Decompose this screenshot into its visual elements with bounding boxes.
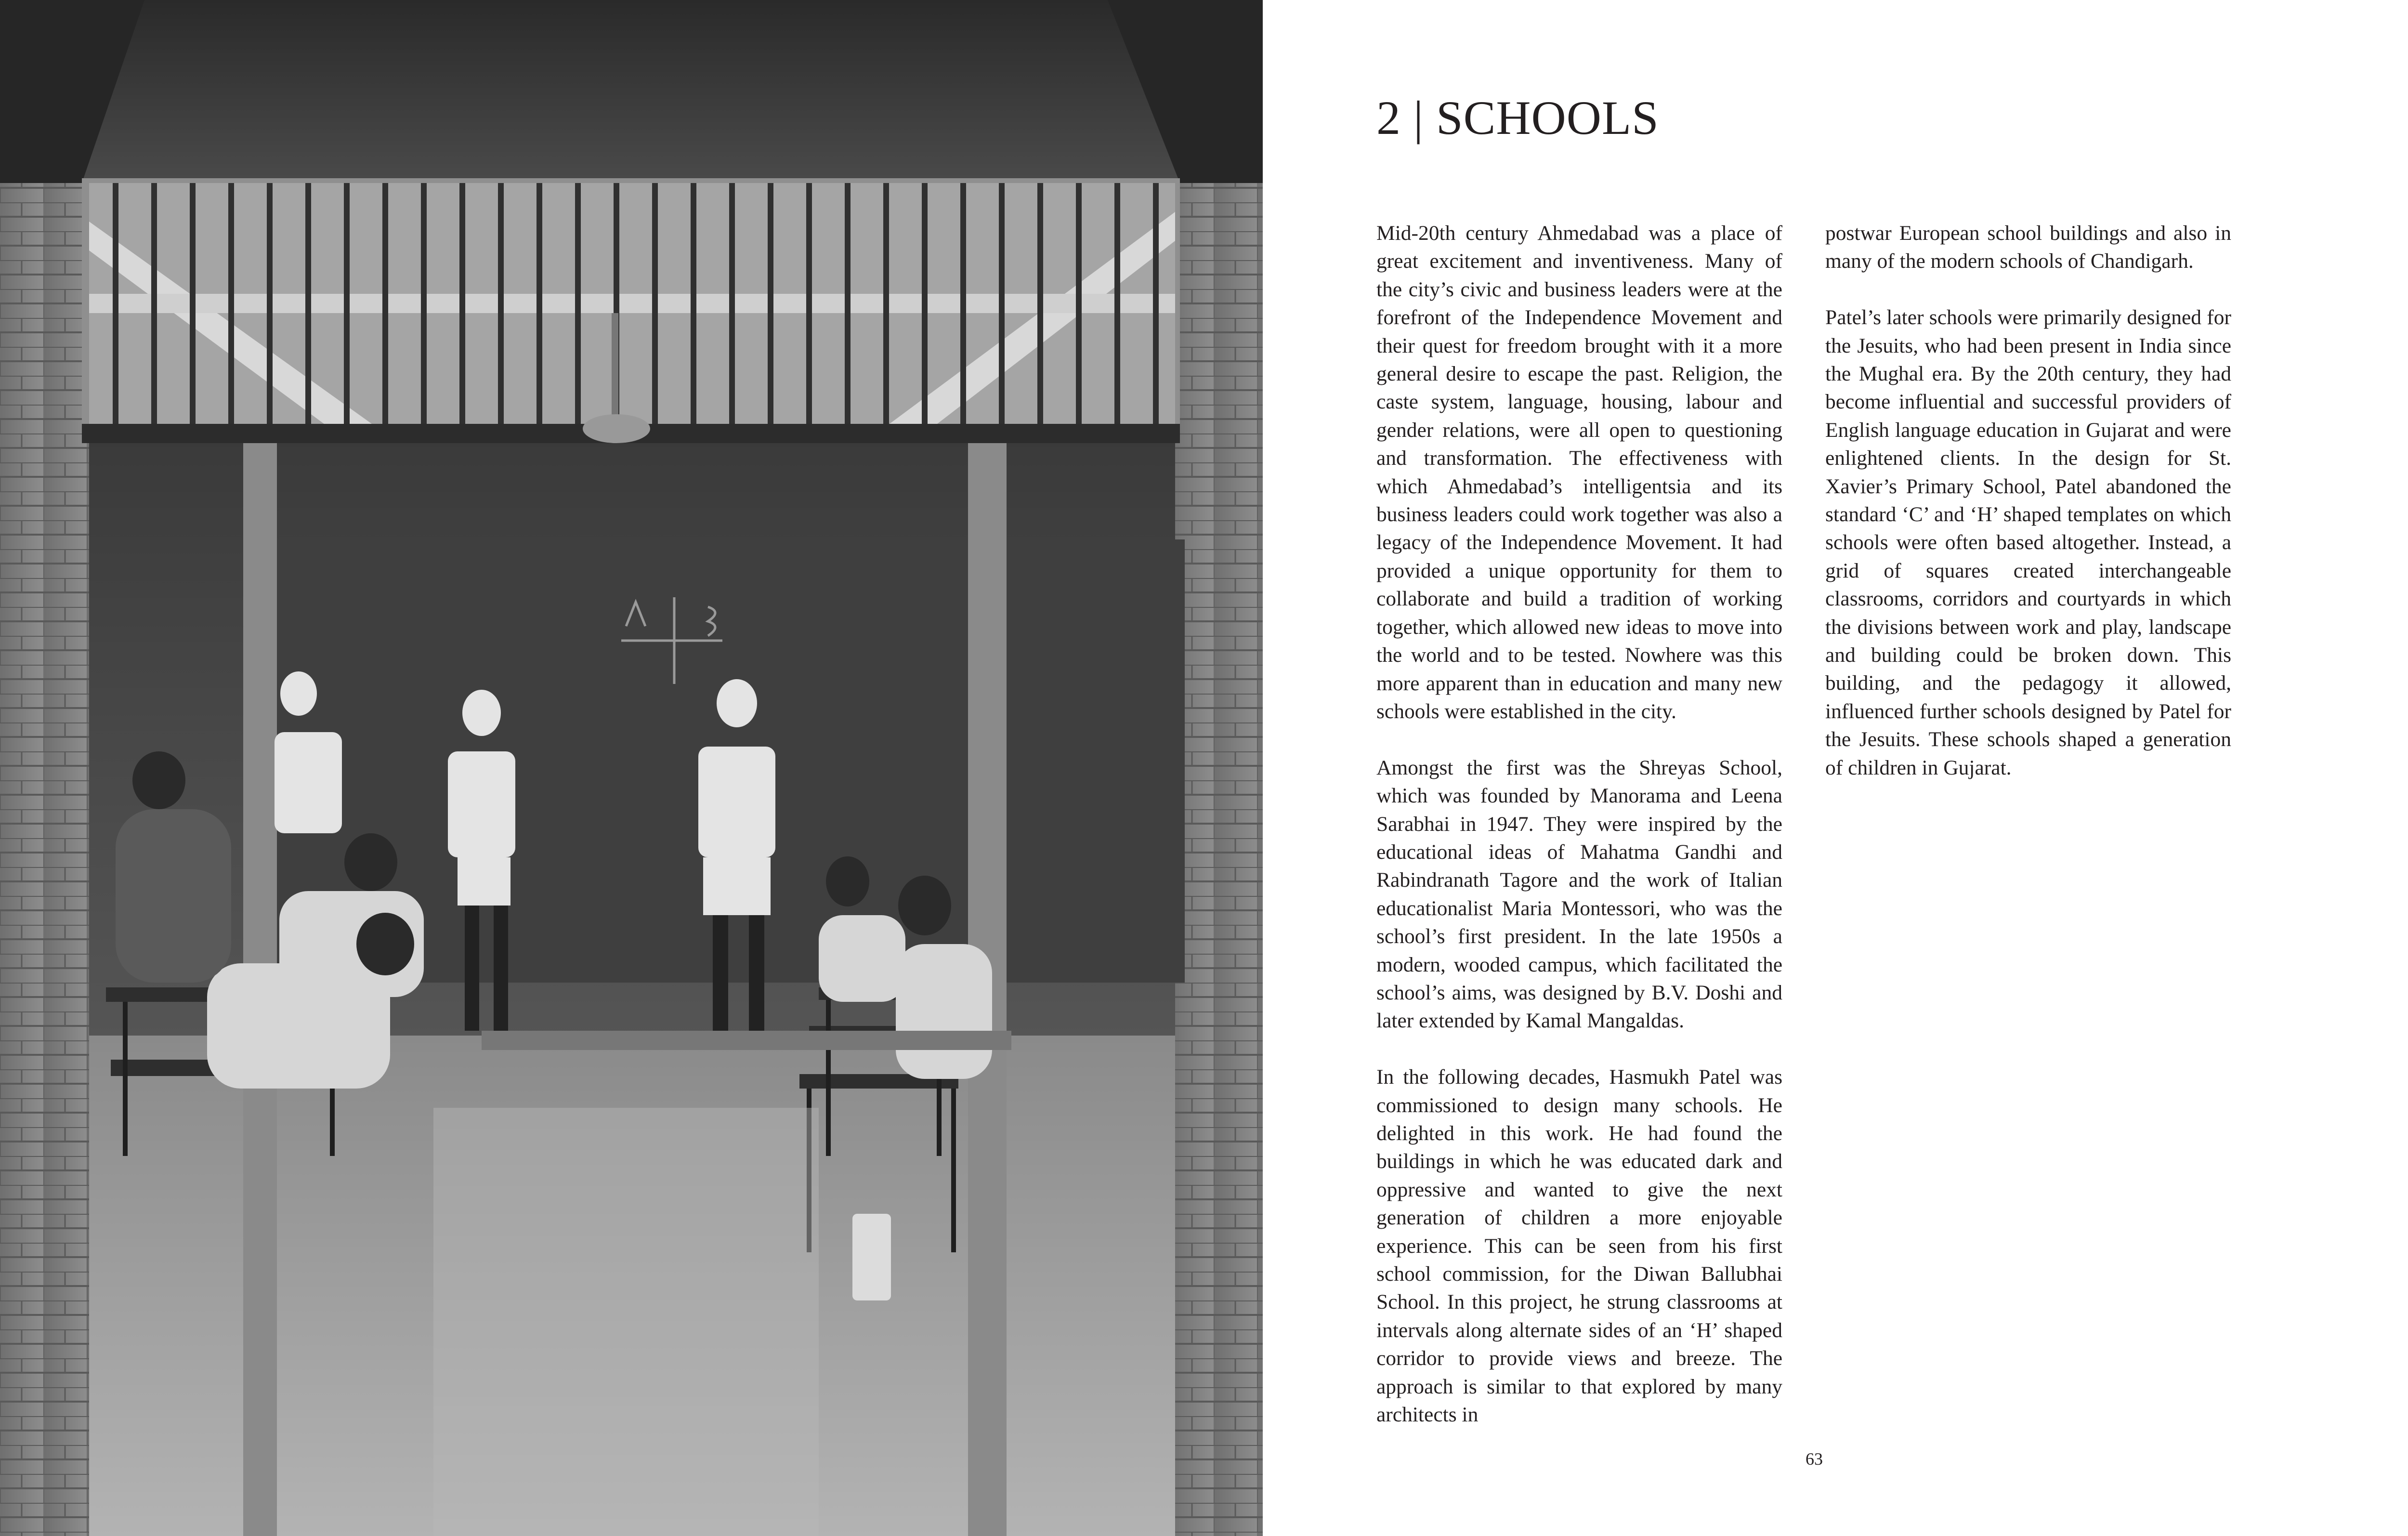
text-column-left [1376, 219, 1782, 1457]
paragraph: In the following decades, Hasmukh Patel was commissioned to design many schools. He delighted in this work. He had found the buildings in which he was educated dark and oppressive and wanted to give the next generation of children a more enjoyable experience. This can be seen from his first school commission, for the Diwan Ballubhai School. In this project, he strung classrooms at intervals along alternate sides of an ‘H’ shaped corridor to provide views and breeze. The approach is similar to that explored by many architects in [1376, 1065, 1782, 1427]
text-column-right [1825, 219, 2231, 810]
chapter-title: 2 | SCHOOLS [1376, 91, 1659, 144]
paragraph: Amongst the first was the Shreyas School, which was founded by Manorama and Leena Sarabhai in 1947. They were inspired by the educational ideas of Mahatma Gandhi and Rabindranath Tagore and the work of Italian educationalist Maria Montessori, who was the school’s first president. In the late 1950s a modern, wooded campus, which facilitated the school’s aims, was designed by B.V. Doshi and later extended by Kamal Mangaldas. [1376, 756, 1782, 1033]
paragraph: Patel’s later schools were primarily designed for the Jesuits, who had been present in India since the Mughal era. By the 20th century, they had become influential and successful providers of English language education in Gujarat and were enlightened clients. In the design for St. Xavier’s Primary School, Patel abandoned the standard ‘C’ and ‘H’ shaped templates on which schools were often based altogether. Instead, a grid of squares created interchangeable classrooms, corridors and courtyards in which the divisions between work and play, landscape and building could be broken down. This building, and the pedagogy it allowed, influenced further schools designed by Patel for the Jesuits. These schools shaped a generation of children in Gujarat. [1825, 306, 2231, 779]
paragraph: postwar European school buildings and also in many of the modern schools of Chandigarh. [1825, 222, 2231, 273]
text-page [1263, 0, 2408, 1536]
paragraph: Mid-20th century Ahmedabad was a place of great excitement and inventiveness. Many of the city’s civic and business leaders were at the forefront of the Independence Movement and their quest for freedom brought with it a more general desire to escape the past. Religion, the caste system, language, housing, labour and gender relations, were all open to questioning and transformation. The effectiveness with which Ahmedabad’s intelligentsia and its business leaders could work together was also a legacy of the Independence Movement. It had provided a unique opportunity for them to collaborate and build a tradition of working together, which allowed new ideas to move into the world and to be tested. Nowhere was this more apparent than in education and many new schools were established in the city. [1376, 222, 1782, 723]
page-number: 63 [1806, 1449, 1823, 1469]
